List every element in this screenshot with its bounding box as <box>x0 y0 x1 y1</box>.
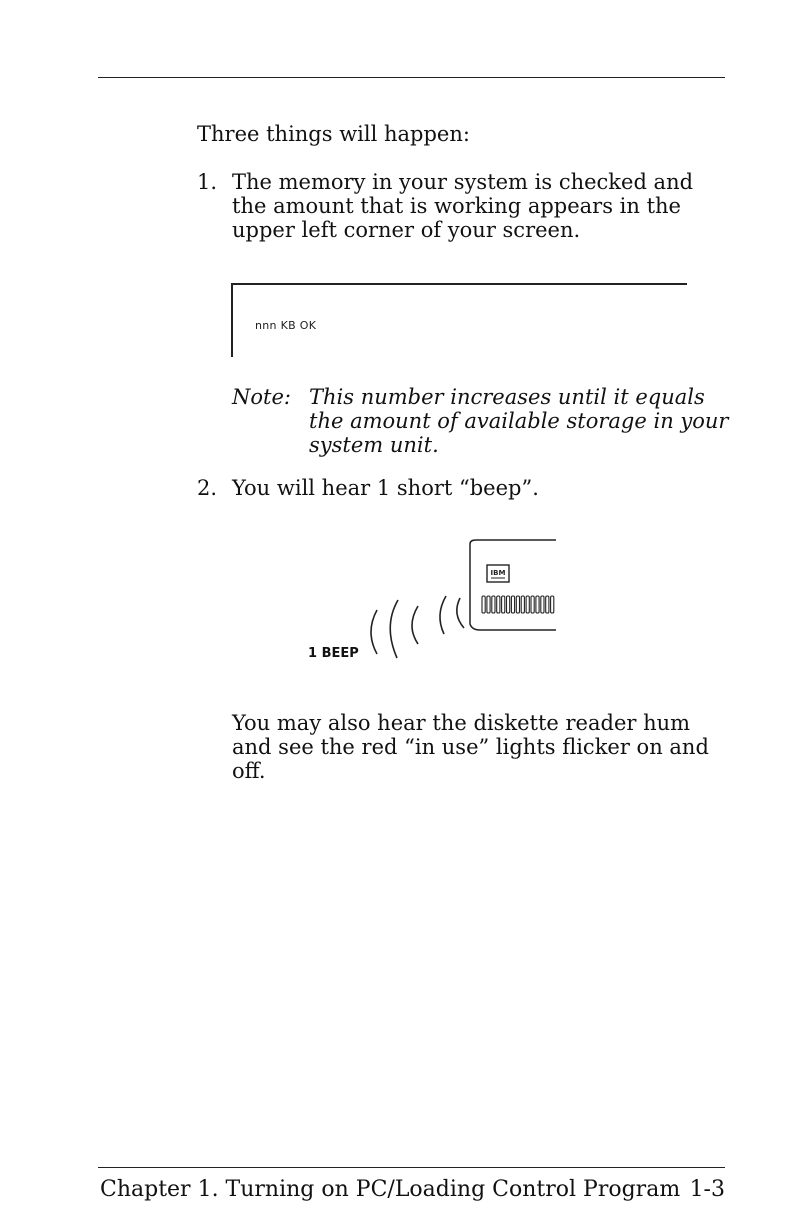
screen-display-box <box>231 283 687 357</box>
note-label: Note: <box>232 385 291 409</box>
keyboard-key <box>497 596 500 613</box>
list-number: 1. <box>197 170 218 194</box>
page-footer <box>100 1177 725 1202</box>
keyboard-keys <box>482 596 554 613</box>
screen-box-left-border <box>231 283 233 357</box>
page-number: 1-3 <box>689 1177 725 1202</box>
keyboard-key <box>482 596 485 613</box>
list-item-line: You will hear 1 short “beep”. <box>232 476 539 500</box>
keyboard-key <box>502 596 505 613</box>
keyboard-key <box>531 596 534 613</box>
beep-label: 1 BEEP <box>308 646 359 661</box>
footer-chapter: Chapter 1. Turning on PC/Loading Control Program <box>100 1177 681 1202</box>
screen-box-top-border <box>231 283 687 285</box>
paragraph-line: You may also hear the diskette reader hum <box>232 711 691 735</box>
keyboard-key <box>536 596 539 613</box>
note-line: the amount of available storage in your <box>309 409 729 433</box>
footer-rule <box>98 1167 725 1168</box>
intro-text: Three things will happen: <box>197 122 470 146</box>
list-item-line: the amount that is working appears in the <box>232 194 681 218</box>
paragraph-line: off. <box>232 759 266 783</box>
keyboard-key <box>526 596 529 613</box>
keyboard-key <box>546 596 549 613</box>
keyboard-key <box>507 596 510 613</box>
logo-text: IBM <box>490 569 506 577</box>
keyboard-key <box>551 596 554 613</box>
computer-keyboard-beep-icon <box>360 538 560 673</box>
top-rule <box>98 77 725 78</box>
list-number: 2. <box>197 476 218 500</box>
keyboard-key <box>521 596 524 613</box>
list-item-line: The memory in your system is checked and <box>232 170 694 194</box>
paragraph-line: and see the red “in use” lights flicker on and <box>232 735 709 759</box>
note-line: system unit. <box>309 433 439 457</box>
keyboard-key <box>492 596 495 613</box>
keyboard-key <box>511 596 514 613</box>
note-line: This number increases until it equals <box>309 385 705 409</box>
keyboard-key <box>487 596 490 613</box>
keyboard-key <box>516 596 519 613</box>
screen-message: nnn KB OK <box>255 319 317 332</box>
keyboard-key <box>541 596 544 613</box>
list-item-line: upper left corner of your screen. <box>232 218 581 242</box>
